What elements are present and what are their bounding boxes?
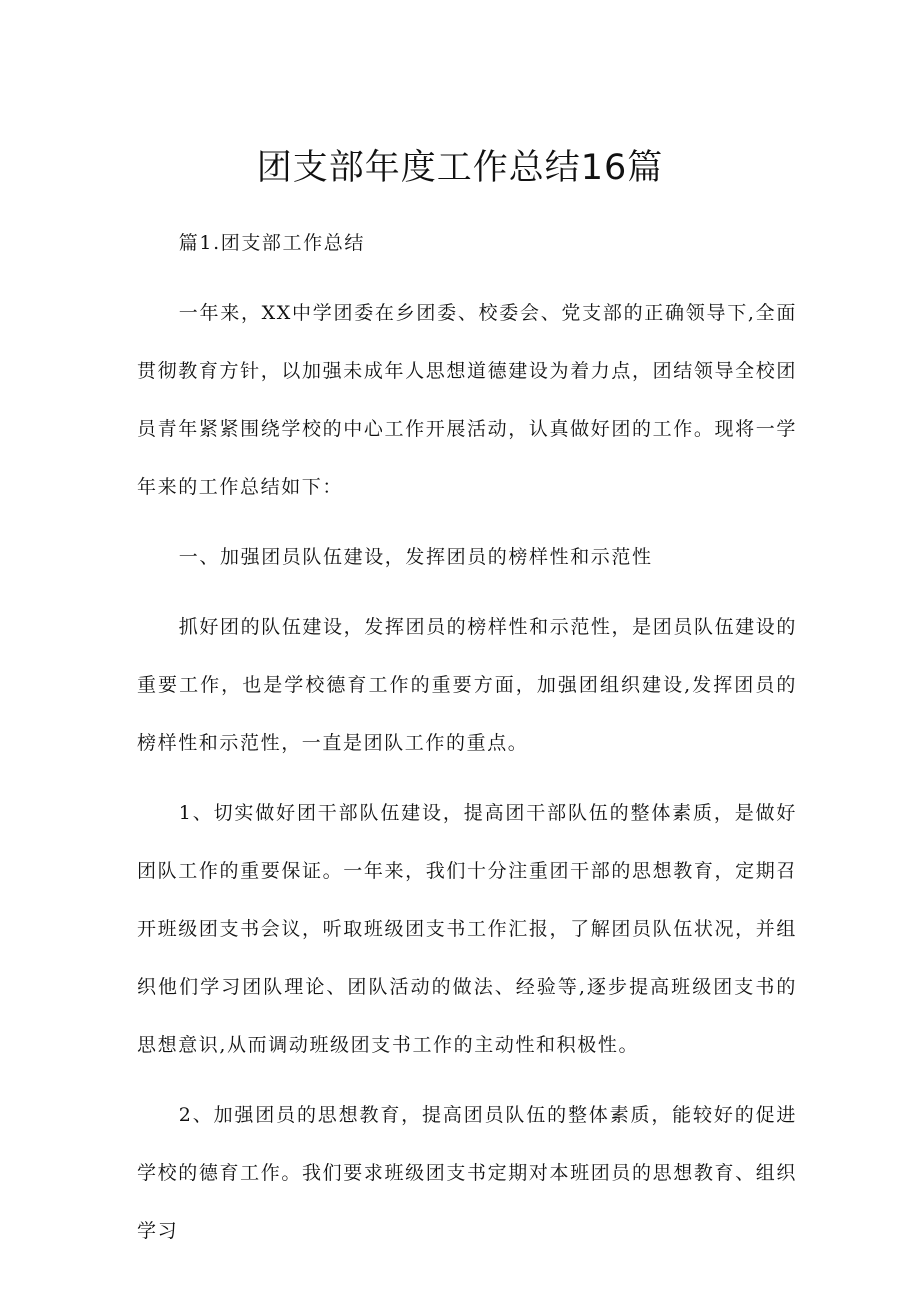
body-paragraph: 一年来，XX中学团委在乡团委、校委会、党支部的正确领导下,全面贯彻教育方针，以加强未成年人思想道德建设为着力点，团结领导全校团员青年紧紧围绕学校的中心工作开展活动，认真做好团的工作。现将一学年来的工作总结如下：: [137, 302, 797, 498]
body-paragraph: 抓好团的队伍建设，发挥团员的榜样性和示范性，是团员队伍建设的重要工作，也是学校德育工作的重要方面，加强团组织建设,发挥团员的榜样性和示范性，一直是团队工作的重点。: [137, 616, 797, 754]
section-heading: 篇1.团支部工作总结: [178, 232, 365, 254]
document-body: [137, 214, 797, 1260]
document-title: 团支部年度工作总结16篇: [256, 148, 664, 188]
body-paragraph: 1、切实做好团干部队伍建设，提高团干部队伍的整体素质，是做好团队工作的重要保证。一年来，我们十分注重团干部的思想教育，定期召开班级团支书会议，听取班级团支书工作汇报，了解团员队伍状况，并组织他们学习团队理论、团队活动的做法、经验等,逐步提高班级团支书的思想意识,从而调动班级团支书工作的主动性和积极性。: [137, 802, 797, 1056]
subsection-heading: 一、加强团员队伍建设，发挥团员的榜样性和示范性: [178, 546, 653, 568]
body-paragraph: 2、加强团员的思想教育，提高团员队伍的整体素质，能较好的促进学校的德育工作。我们要求班级团支书定期对本班团员的思想教育、组织学习: [137, 1104, 797, 1242]
